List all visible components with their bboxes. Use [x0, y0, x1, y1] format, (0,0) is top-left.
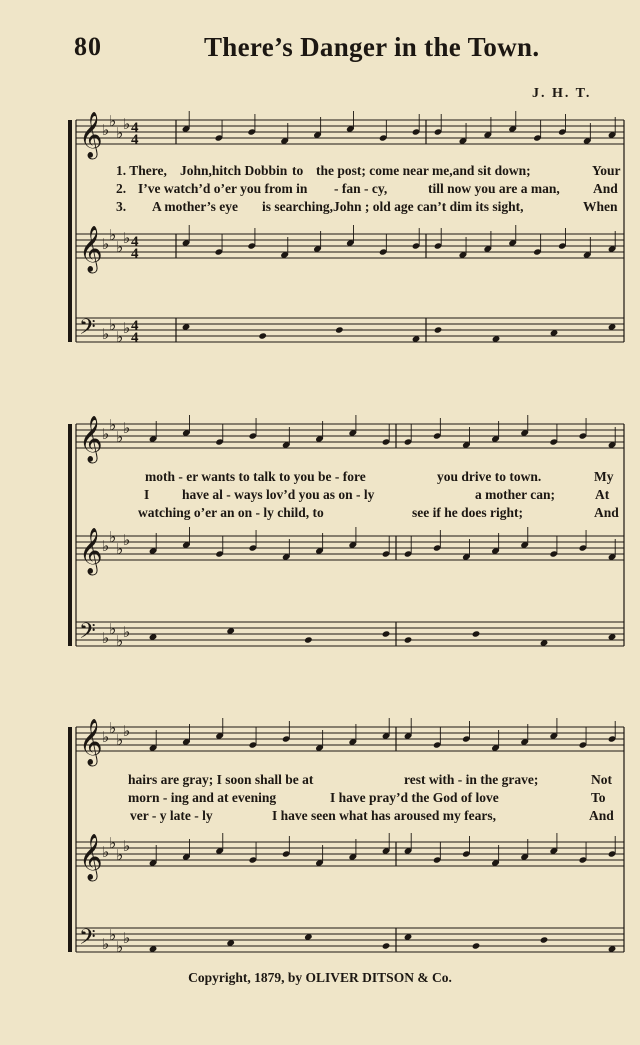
flat-icon: ♭ — [123, 319, 131, 337]
lyric-line-verse-1 — [0, 163, 640, 179]
time-signature: 4 — [131, 120, 139, 136]
flat-icon: ♭ — [109, 620, 117, 638]
flat-icon: ♭ — [116, 124, 124, 142]
flat-icon: ♭ — [109, 719, 117, 737]
flat-icon: ♭ — [102, 121, 110, 139]
page-number: 80 — [74, 32, 102, 61]
flat-icon: ♭ — [102, 629, 110, 647]
flat-icon: ♭ — [123, 837, 131, 855]
note-head — [304, 636, 313, 643]
note-head — [404, 636, 413, 643]
lyric-segment: To — [591, 790, 606, 805]
flat-icon: ♭ — [116, 846, 124, 864]
time-signature: 4 — [131, 318, 139, 334]
note-head — [382, 630, 391, 637]
lyric-line-verse-3 — [0, 505, 640, 521]
flat-icon: ♭ — [116, 938, 124, 956]
treble-clef-icon: 𝄞 — [79, 834, 103, 880]
lyric-segment: a mother can; — [475, 487, 555, 502]
lyric-segment: A mother’s eye — [152, 199, 238, 214]
lyric-line-verse-2 — [0, 790, 640, 806]
flat-icon: ♭ — [109, 834, 117, 852]
flat-icon: ♭ — [109, 112, 117, 130]
note-head — [335, 326, 344, 333]
lyric-segment: you drive to town. — [437, 469, 542, 484]
lyric-segment: Your — [592, 163, 621, 178]
system-brace — [68, 727, 72, 952]
note-head — [472, 630, 481, 637]
note-head — [382, 942, 391, 949]
flat-icon: ♭ — [123, 419, 131, 437]
lyric-segment: 3. — [116, 199, 127, 214]
lyric-segment: the post; come near me,and sit down; — [316, 163, 531, 178]
flat-icon: ♭ — [123, 722, 131, 740]
flat-icon: ♭ — [116, 328, 124, 346]
flat-icon: ♭ — [123, 531, 131, 549]
system-brace — [68, 120, 72, 342]
lyric-segment: see if he does right; — [412, 505, 523, 520]
flat-icon: ♭ — [123, 115, 131, 133]
treble-clef-icon: 𝄞 — [79, 112, 103, 158]
note-head — [258, 332, 267, 339]
flat-icon: ♭ — [116, 632, 124, 650]
lyric-segment: till now you are a man, — [428, 181, 560, 196]
lyric-segment: - fan - cy, — [334, 181, 388, 196]
lyric-segment: I have pray’d the God of love — [330, 790, 499, 805]
lyric-segment: is searching,John ; old age can’t dim its sight, — [262, 199, 524, 214]
flat-icon: ♭ — [109, 316, 117, 334]
treble-clef-icon: 𝄞 — [79, 719, 103, 765]
lyric-segment: When — [583, 199, 618, 214]
time-signature: 4 — [131, 246, 139, 262]
flat-icon: ♭ — [116, 540, 124, 558]
flat-icon: ♭ — [102, 843, 110, 861]
flat-icon: ♭ — [123, 623, 131, 641]
lyric-segment: I have seen what has aroused my fears, — [272, 808, 497, 823]
flat-icon: ♭ — [109, 226, 117, 244]
system-brace — [68, 424, 72, 646]
bass-clef-icon: 𝄢 — [79, 925, 96, 955]
composer-credit: J. H. T. — [532, 86, 592, 101]
lyric-segment: rest with - in the grave; — [404, 772, 539, 787]
flat-icon: ♭ — [102, 728, 110, 746]
lyric-segment: My — [594, 469, 614, 484]
copyright-notice: Copyright, 1879, by OLIVER DITSON & Co. — [188, 970, 452, 985]
lyric-segment: And — [593, 181, 618, 196]
page-title: There’s Danger in the Town. — [204, 32, 540, 62]
treble-clef-icon: 𝄞 — [79, 226, 103, 272]
lyric-segment: to — [292, 163, 304, 178]
lyric-segment: John,hitch Dobbin — [180, 163, 288, 178]
note-head — [434, 326, 443, 333]
time-signature: 4 — [131, 132, 139, 148]
flat-icon: ♭ — [102, 935, 110, 953]
flat-icon: ♭ — [102, 537, 110, 555]
lyric-line-verse-3 — [0, 199, 640, 215]
lyric-line-verse-1 — [0, 772, 640, 788]
lyric-segment: And — [589, 808, 614, 823]
lyric-segment: ver - y late - ly — [130, 808, 213, 823]
treble-clef-icon: 𝄞 — [79, 528, 103, 574]
flat-icon: ♭ — [102, 425, 110, 443]
lyric-segment: hairs are gray; I soon shall be at — [128, 772, 314, 787]
lyric-segment: I’ve watch’d o’er you from in — [138, 181, 308, 196]
lyric-segment: Not — [591, 772, 612, 787]
flat-icon: ♭ — [116, 731, 124, 749]
time-signature: 4 — [131, 234, 139, 250]
lyric-segment: moth - er wants to talk to you be - fore — [145, 469, 366, 484]
bass-clef-icon: 𝄢 — [79, 315, 96, 345]
flat-icon: ♭ — [102, 235, 110, 253]
flat-icon: ♭ — [116, 428, 124, 446]
lyric-line-verse-1 — [0, 469, 640, 485]
treble-clef-icon: 𝄞 — [79, 416, 103, 462]
lyric-segment: 1. There, — [116, 163, 167, 178]
note-head — [472, 942, 481, 949]
flat-icon: ♭ — [116, 238, 124, 256]
lyric-line-verse-2 — [0, 181, 640, 197]
time-signature: 4 — [131, 330, 139, 346]
lyric-segment: I — [144, 487, 150, 502]
note-head — [540, 936, 549, 943]
lyric-segment: At — [595, 487, 610, 502]
flat-icon: ♭ — [102, 325, 110, 343]
bass-clef-icon: 𝄢 — [79, 619, 96, 649]
lyric-segment: 2. — [116, 181, 127, 196]
lyric-segment: watching o’er an on - ly child, to — [138, 505, 324, 520]
flat-icon: ♭ — [109, 926, 117, 944]
flat-icon: ♭ — [123, 229, 131, 247]
lyric-segment: morn - ing and at evening — [128, 790, 277, 805]
flat-icon: ♭ — [123, 929, 131, 947]
lyric-line-verse-3 — [0, 808, 640, 824]
lyric-segment: have al - ways lov’d you as on - ly — [182, 487, 375, 502]
flat-icon: ♭ — [109, 416, 117, 434]
lyric-segment: And — [594, 505, 619, 520]
flat-icon: ♭ — [109, 528, 117, 546]
lyric-line-verse-2 — [0, 487, 640, 503]
